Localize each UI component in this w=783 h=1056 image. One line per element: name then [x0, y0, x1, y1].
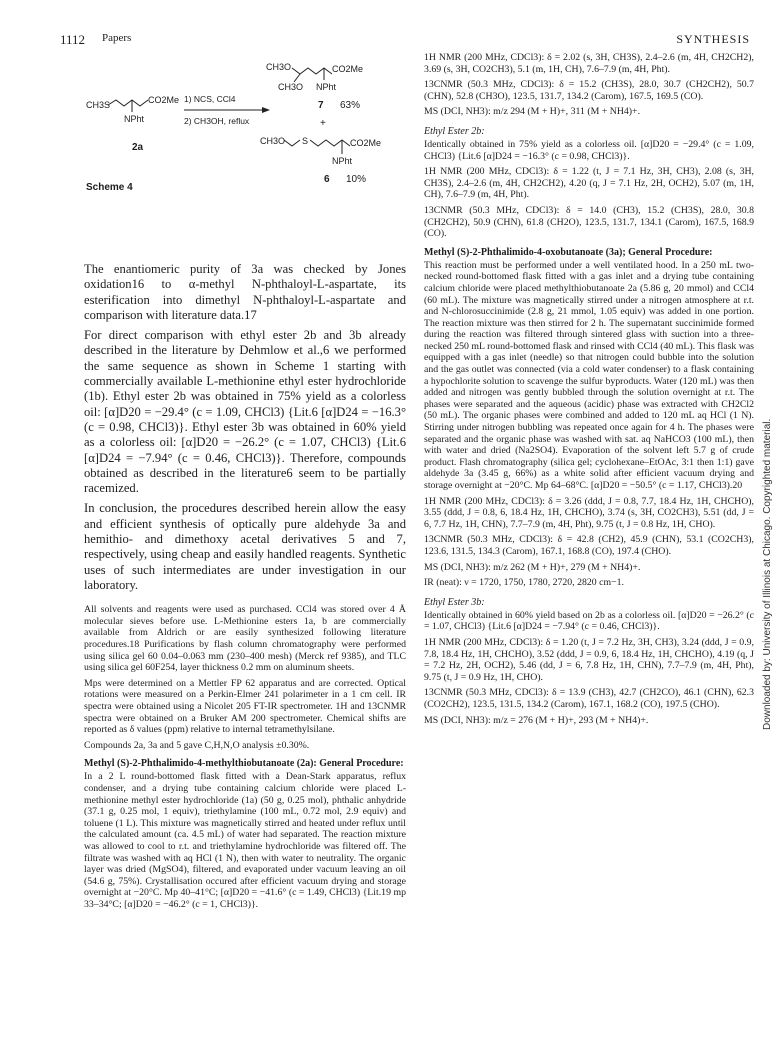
scheme-p6-chain-a [284, 140, 300, 146]
scheme-caption: Scheme 4 [86, 182, 133, 193]
scheme-p6-npht: NPht [332, 156, 353, 166]
procedure-2b: Identically obtained in 75% yield as a colorless oil. [α]D20 = −29.4° (c = 1.09, CHCl3) {Lit.6 [α]D24 = −16.3° (c = 0.98, CHCl3)}. [424, 138, 754, 162]
scheme-p6-left: CH3O [260, 136, 286, 146]
ir-3a: IR (neat): ν = 1720, 1750, 1780, 2720, 2820 cm−1. [424, 577, 624, 589]
scheme-p6-yield: 10% [346, 174, 367, 185]
scheme-start-ester: CO2Me [148, 95, 180, 105]
page-header [60, 32, 750, 48]
journal-name: SYNTHESIS [676, 32, 750, 46]
nmr-1h-3a: 1H NMR (200 MHz, CDCl3): δ = 3.26 (ddd, J = 0.8, 7.7, 18.4 Hz, 1H, CHCHO), 3.55 (ddd, J = 0.8, 6, 18.4 Hz, 1H, CHCHO), 3.74 (s, 3H, CO2CH3), 5.51 (dd, J = 6, 7.7 Hz, 1H, CHN), 7.7–7.9 (m, 4H, Pht), 9.75 (t, J = 0.8 Hz, 1H, CHO). [424, 495, 754, 530]
scheme-p6-label: 6 [324, 174, 330, 185]
scheme-p7-npht: NPht [316, 82, 337, 92]
scheme-start-label: 2a [132, 142, 144, 153]
scheme-start-npht: NPht [124, 114, 145, 124]
procedure-compound-2a: In a 2 L round-bottomed flask fitted with a Dean-Stark apparatus, reflux condenser, and a drying tube containing calcium chloride were placed L-methionine methyl ester hydrochloride (1a) (50 g, 0.25 mol), phthalic anhydride (37.1 g, 0.25 mol, 1 equiv), triethylamine (100 mL, 0.72 mol, 2.9 equiv) and toluene (1 L). This mixture was magnetically stirred and heated under reflux until the calculated amount (ca. 4.5 mL) of water had separated. The reaction mixture was allowed to cool to r.t. and triethylamine hydrochloride was filtered off. The filtrate was washed with aq HCl (1 N), then with water to neutrality. The organic layer was dried (MgSO4), filtered, and evaporated under vacuum leaving an oil (54.6 g, 75%). Crystallisation occured after efficient vacuum drying and storage overnight at −20°C. Mp 40–41°C; [α]D20 = −41.6° (c = 1.49, CHCl3) {Lit.19 mp 33–34°C; [α]D20 = −46.2° (c = 1, CHCl3)}. [84, 771, 406, 910]
scheme-reagent-2: 2) CH3OH, reflux [184, 116, 250, 126]
nmr-13c-3b: 13CNMR (50.3 MHz, CDCl3): δ = 13.9 (CH3), 42.7 (CH2CO), 46.1 (CHN), 62.3 (CO2CH2), 123.5, 131.5, 134.2 (Carom), 167.1, 168.2 (CO), 197.5 (CHO). [424, 687, 754, 710]
scheme-start-chain [108, 100, 148, 106]
nmr-13c-2a: 13CNMR (50.3 MHz, CDCl3): δ = 15.2 (CH3S), 28.0, 30.7 (CH2CH2), 50.7 (CHN), 52.8 (CH3O), 123.5, 131.7, 134.2 (Carom), 167.5, 169.5 (CO). [424, 79, 754, 102]
nmr-1h-2a: 1H NMR (200 MHz, CDCl3): δ = 2.02 (s, 3H, CH3S), 2.4–2.6 (m, 4H, CH2CH2), 3.69 (s, 3H, CO2CH3), 5.1 (m, 1H, CH), 7.6–7.9 (m, 4H, Pht). [424, 52, 754, 75]
heading-compound-2a: Methyl (S)-2-Phthalimido-4-methylthiobutanoate (2a): General Procedure: [84, 758, 404, 770]
scheme-4-drawing [84, 58, 414, 244]
scheme-p7-bottom-left: CH3O [278, 82, 304, 92]
paragraph-enantiomeric-purity: The enantiomeric purity of 3a was checked by Jones oxidation16 to α-methyl N-phthaloyl-L-aspartate, its esterification into dimethyl N-phthaloyl-L-aspartate and comparison with literature data.17 [84, 262, 406, 322]
scheme-p7-yield: 63% [340, 100, 361, 111]
download-watermark: Downloaded by: University of Illinois at Chicago. Copyrighted material. [762, 418, 773, 730]
ms-2a: MS (DCI, NH3): m/z 294 (M + H)+, 311 (M + NH4)+. [424, 106, 641, 118]
heading-ethyl-ester-3b: Ethyl Ester 3b: [424, 596, 485, 608]
nmr-13c-2b: 13CNMR (50.3 MHz, CDCl3): δ = 14.0 (CH3), 15.2 (CH3S), 28.0, 30.8 (CH2CH2), 50.9 (CHN), 61.8 (CH2O), 123.5, 131.7, 134.1 (Carom), 167.5, 168.9 (CO). [424, 204, 754, 240]
heading-compound-3a: Methyl (S)-2-Phthalimido-4-oxobutanoate (3a); General Procedure: [424, 246, 713, 258]
paragraph-conclusion: In conclusion, the procedures described herein allow the easy and efficient synthesis of optically pure aldehyde 3a and hemithio- and dimethoxy acetal derivatives 5 and 7, respectively, using cheap and easily handled reagents. Synthetic uses of such intermediates are under investigation in our laboratory. [84, 501, 406, 592]
procedure-3a: This reaction must be performed under a well ventilated hood. In a 250 mL two-necked round-bottomed flask fitted with a gas inlet and a drying tube containing calcium chloride were placed methylthiobutanoate 2a (5.86 g, 20 mmol) and CCl4 (60 mL). The mixture was magnetically stirred under a nitrogen atmosphere at r.t. and N-chlorosuccinimide (2.8 g, 21 mmol, 1.05 equiv) was added in one portion. The reaction mixture was then stirred for 2 h. The supernatant succinimide formed during the reaction was filtered through sintered glass with suction into a three-necked 250 mL round-bottomed flask and rinsed with CCl4 (40 mL). This flask was equipped with a gas inlet (needle) so that nitrogen could bubble into the solution and the gas outlet was connected (via a cold water condenser) to a flask containing a hypochlorite solution to scavenge the sulfur byproducts. Water (120 mL) was then added and nitrogen was gently bubbled through the solution overnight at r.t. The phases were separated and the aqueous (acidic) phase was extracted with CH2Cl2 (50 mL). The organic phases were combined and added to 120 mL aq HCl (1 N). Stirring under nitrogen bubbling was repeated once again for 4 h. The phases were separated and the organic phase was washed with sat. aq NaHCO3 (100 mL), then with water and dried (Na2SO4). Evaporation of the solvent left 5.7 g of crude product. Flash chromatography (silica gel; cyclohexane–EtOAc, 3:1 then 1:1) gave aldehyde 3a (3.45 g, 66%) as a white solid after efficient vacuum drying and storage overnight at −20°C. Mp 64–68°C. [α]D20 = −50.5° (c = 1.17, CHCl3).20 [424, 259, 754, 491]
experimental-analysis: Compounds 2a, 3a and 5 gave C,H,N,O analysis ±0.30%. [84, 739, 310, 751]
page-number: 1112 [60, 32, 86, 47]
scheme-p7-ester: CO2Me [332, 64, 364, 74]
ms-3a: MS (DCI, NH3): m/z 262 (M + H)+, 279 (M + NH4)+. [424, 561, 641, 573]
ms-3b: MS (DCI, NH3): m/z = 276 (M + H)+, 293 (M + NH4)+. [424, 714, 649, 726]
scheme-p6-chain-b [310, 140, 350, 146]
scheme-plus: + [320, 118, 326, 129]
experimental-instruments: Mps were determined on a Mettler FP 62 apparatus and are corrected. Optical rotations were measured on a Perkin-Elmer 241 polarimeter in a 1 cm cell. IR spectra were obtained using a Nicolet 205 FT-IR spectrometer. 1H and 13CNMR spectra were obtained on a Bruker AM 200 spectrometer. Chemical shifts are reported as δ values (ppm) relative to internal tetramethylsilane. [84, 677, 406, 736]
right-column [424, 52, 754, 730]
procedure-3b: Identically obtained in 60% yield based on 2b as a colorless oil. [α]D20 = −26.2° (c = 1.07, CHCl3) {Lit.6 [α]D24 = −7.94° (c = 0.46, CHCl3)}. [424, 609, 754, 633]
scheme-4 [84, 58, 414, 244]
scheme-p6-ester: CO2Me [350, 138, 382, 148]
experimental-general: All solvents and reagents were used as purchased. CCl4 was stored over 4 Å molecular sieves before use. L-Methionine esters 1a, b are commercially available from Aldrich or are easily synthesized following literature procedures.18 Purifications by flash column chromatography were performed using silica gel 60 0.04–0.063 mm (230–400 mesh) (Merck ref 9385), and TLC using silica gel 60F254, layer thickness 0.2 mm on aluminum sheets. [84, 604, 406, 674]
scheme-start-ch3s: CH3S [86, 100, 111, 110]
heading-ethyl-ester-2b: Ethyl Ester 2b: [424, 125, 485, 137]
scheme-p6-s: S [302, 136, 309, 146]
scheme-p7-label: 7 [318, 100, 324, 111]
left-column [84, 262, 406, 914]
nmr-13c-3a: 13CNMR (50.3 MHz, CDCl3): δ = 42.8 (CH2), 45.9 (CHN), 53.1 (CO2CH3), 123.6, 131.5, 134.3 (Carom), 167.1, 168.8 (CO), 197.4 (CHO). [424, 534, 754, 557]
scheme-arrowhead [262, 107, 270, 113]
section-label: Papers [102, 32, 132, 44]
nmr-1h-3b: 1H NMR (200 MHz, CDCl3): δ = 1.20 (t, J = 7.2 Hz, 3H, CH3), 3.24 (ddd, J = 0.9, 7.8, 18.4 Hz, 1H, CHCHO), 3.52 (ddd, J = 0.9, 6, 18.4 Hz, 1H, CHCHO), 4.19 (q, J = 7.2 Hz, 2H, OCH2), 5.46 (dd, J = 6, 7.8 Hz, 1H, CHN), 7.7–7.9 (m, 4H, Pht), 9.75 (t, J = 0.9 Hz, 1H, CHO). [424, 636, 754, 683]
scheme-p7-chain [292, 68, 332, 74]
scheme-reagent-1: 1) NCS, CCl4 [184, 94, 236, 104]
scheme-p7-top-left: CH3O [266, 62, 292, 72]
paragraph-direct-comparison: For direct comparison with ethyl ester 2b and 3b already described in the literature by Dehmlow et al.,6 we performed the same sequence as shown in Scheme 1 starting with commercially available L-methionine ethyl ester hydrochloride (1b). Ethyl ester 2b was obtained in 75% yield as a colorless oil: [α]D20 = −29.4° (c = 1.09, CHCl3) {Lit.6 [α]D24 = −16.3° (c = 0.98, CHCl3)}. Ethyl ester 3b was obtained in 60% yield as a colorless oil: [α]D20 = −26.2° (c = 1.07, CHCl3) {Lit.6 [α]D24 = −7.94° (c = 0.46, CHCl3)}. Therefore, compounds obtained as described in the literature6 seem to be partially racemized. [84, 328, 406, 496]
nmr-1h-2b: 1H NMR (200 MHz, CDCl3): δ = 1.22 (t, J = 7.1 Hz, 3H, CH3), 2.08 (s, 3H, CH3S), 2.4–2.6 (m, 4H, CH2CH2), 4.20 (q, J = 7.1 Hz, 2H, OCH2), 5.07 (m, 1H, CH), 7.6–7.9 (m, 4H, Pht). [424, 166, 754, 201]
scheme-p7-ome-bond [294, 74, 300, 82]
